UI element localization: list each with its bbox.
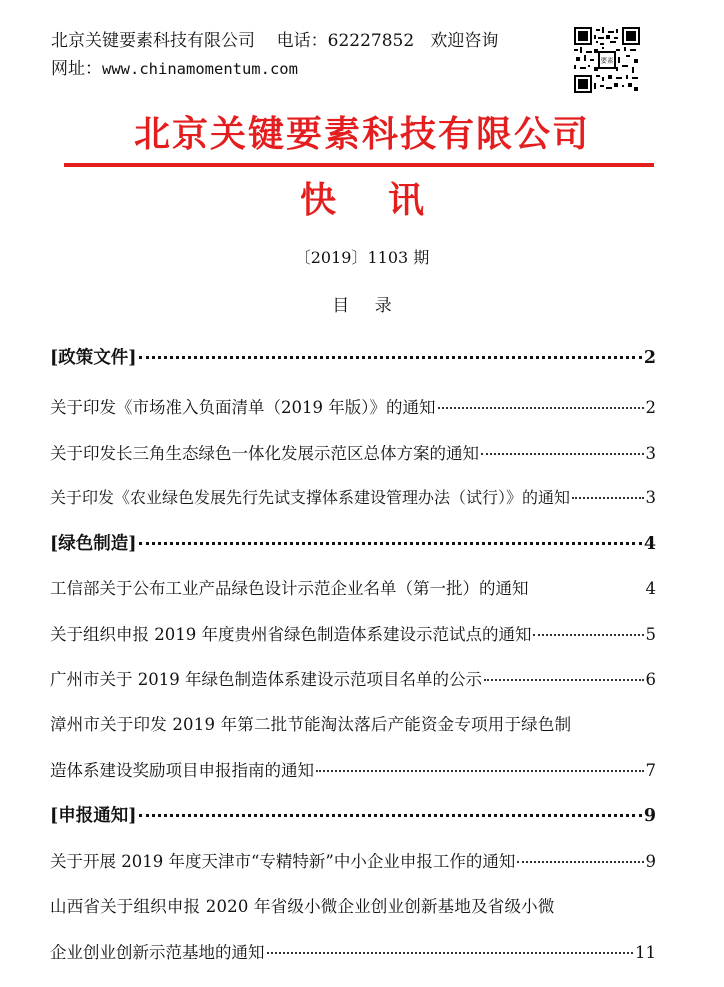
qr-code-icon <box>574 27 640 93</box>
toc-page-number: 7 <box>645 761 656 780</box>
toc-item[interactable] <box>50 485 656 508</box>
toc-item-label: 企业创业创新示范基地的通知 <box>50 943 265 962</box>
toc-item[interactable] <box>50 848 656 872</box>
toc-item-label: 造体系建设奖励项目申报指南的通知 <box>50 761 314 780</box>
toc-item-label: 关于印发《农业绿色发展先行先试支撑体系建设管理办法（试行）》的通知 <box>50 488 571 507</box>
toc-item[interactable] <box>50 575 656 599</box>
toc-leader <box>139 355 642 359</box>
toc-leader <box>316 769 644 772</box>
toc-page-number: 5 <box>645 625 656 644</box>
toc-item-label: 广州市关于 2019 年绿色制造体系建设示范项目名单的公示 <box>50 670 482 689</box>
bulletin-title-char-1: 快 <box>299 180 336 221</box>
issue-number: 〔2019〕1103 期 <box>294 248 430 267</box>
toc-page-number: 9 <box>643 806 656 826</box>
toc-heading: 目 录 <box>332 296 402 316</box>
toc-item[interactable] <box>50 621 656 645</box>
toc-section-label: [政策文件] <box>50 348 137 368</box>
toc-item-label: 关于印发《市场准入负面清单（2019 年版）》的通知 <box>50 398 436 417</box>
toc-item[interactable] <box>50 939 656 963</box>
toc-leader <box>139 813 642 817</box>
toc-leader <box>139 541 642 545</box>
bulletin-title <box>0 172 724 223</box>
toc-page-number: 3 <box>645 488 656 507</box>
toc-item-label: 关于印发长三角生态绿色一体化发展示范区总体方案的通知 <box>50 444 479 463</box>
toc-page-number: 4 <box>643 534 656 554</box>
toc-page-number: 3 <box>645 444 656 463</box>
toc-leader <box>533 633 643 636</box>
toc-leader <box>481 452 644 455</box>
toc-item-line[interactable]: 山西省关于组织申报 2020 年省级小微企业创业创新基地及省级小微 <box>50 897 555 916</box>
header-line-2 <box>51 54 298 79</box>
toc-page-number: 4 <box>645 579 656 598</box>
toc-page-number: 11 <box>635 943 656 962</box>
header-line-1 <box>51 26 498 51</box>
toc-leader <box>438 406 644 409</box>
toc-section-label: [绿色制造] <box>50 534 137 554</box>
toc-section-label: [申报通知] <box>50 806 137 826</box>
svg-text:要素: 要素 <box>600 56 614 65</box>
company-title: 北京关键要素科技有限公司 <box>133 114 590 155</box>
toc-leader <box>572 496 643 499</box>
toc-leader <box>517 860 643 863</box>
toc-section-policy[interactable] <box>50 344 656 369</box>
bulletin-title-char-2: 讯 <box>388 180 425 221</box>
toc-item[interactable] <box>50 666 656 690</box>
header-url: www.chinamomentum.com <box>102 60 298 78</box>
toc-leader <box>531 589 644 590</box>
toc-leader <box>267 951 634 954</box>
toc-item-label: 关于开展 2019 年度天津市“专精特新”中小企业申报工作的通知 <box>50 852 516 871</box>
toc-section-green-manufacturing[interactable] <box>50 530 656 555</box>
header-consult: 欢迎咨询 <box>430 31 499 51</box>
header-url-label: 网址： <box>51 59 102 79</box>
toc-page-number: 6 <box>645 670 656 689</box>
toc-leader <box>484 678 644 681</box>
title-divider <box>64 163 654 167</box>
toc-page-number: 2 <box>643 348 656 368</box>
toc-page-number: 2 <box>645 398 656 417</box>
toc-item-label: 工信部关于公布工业产品绿色设计示范企业名单（第一批）的通知 <box>50 579 529 598</box>
toc-item-line[interactable]: 漳州市关于印发 2019 年第二批节能淘汰落后产能资金专项用于绿色制 <box>50 715 572 734</box>
toc-section-applications[interactable] <box>50 802 656 827</box>
toc-item-label: 关于组织申报 2019 年度贵州省绿色制造体系建设示范试点的通知 <box>50 625 532 644</box>
toc-item[interactable] <box>50 440 656 464</box>
header-phone: 电话：62227852 <box>276 31 415 51</box>
toc-item[interactable] <box>50 394 656 418</box>
toc-page-number: 9 <box>645 852 656 871</box>
toc-item[interactable] <box>50 757 656 781</box>
header-company: 北京关键要素科技有限公司 <box>51 31 255 51</box>
